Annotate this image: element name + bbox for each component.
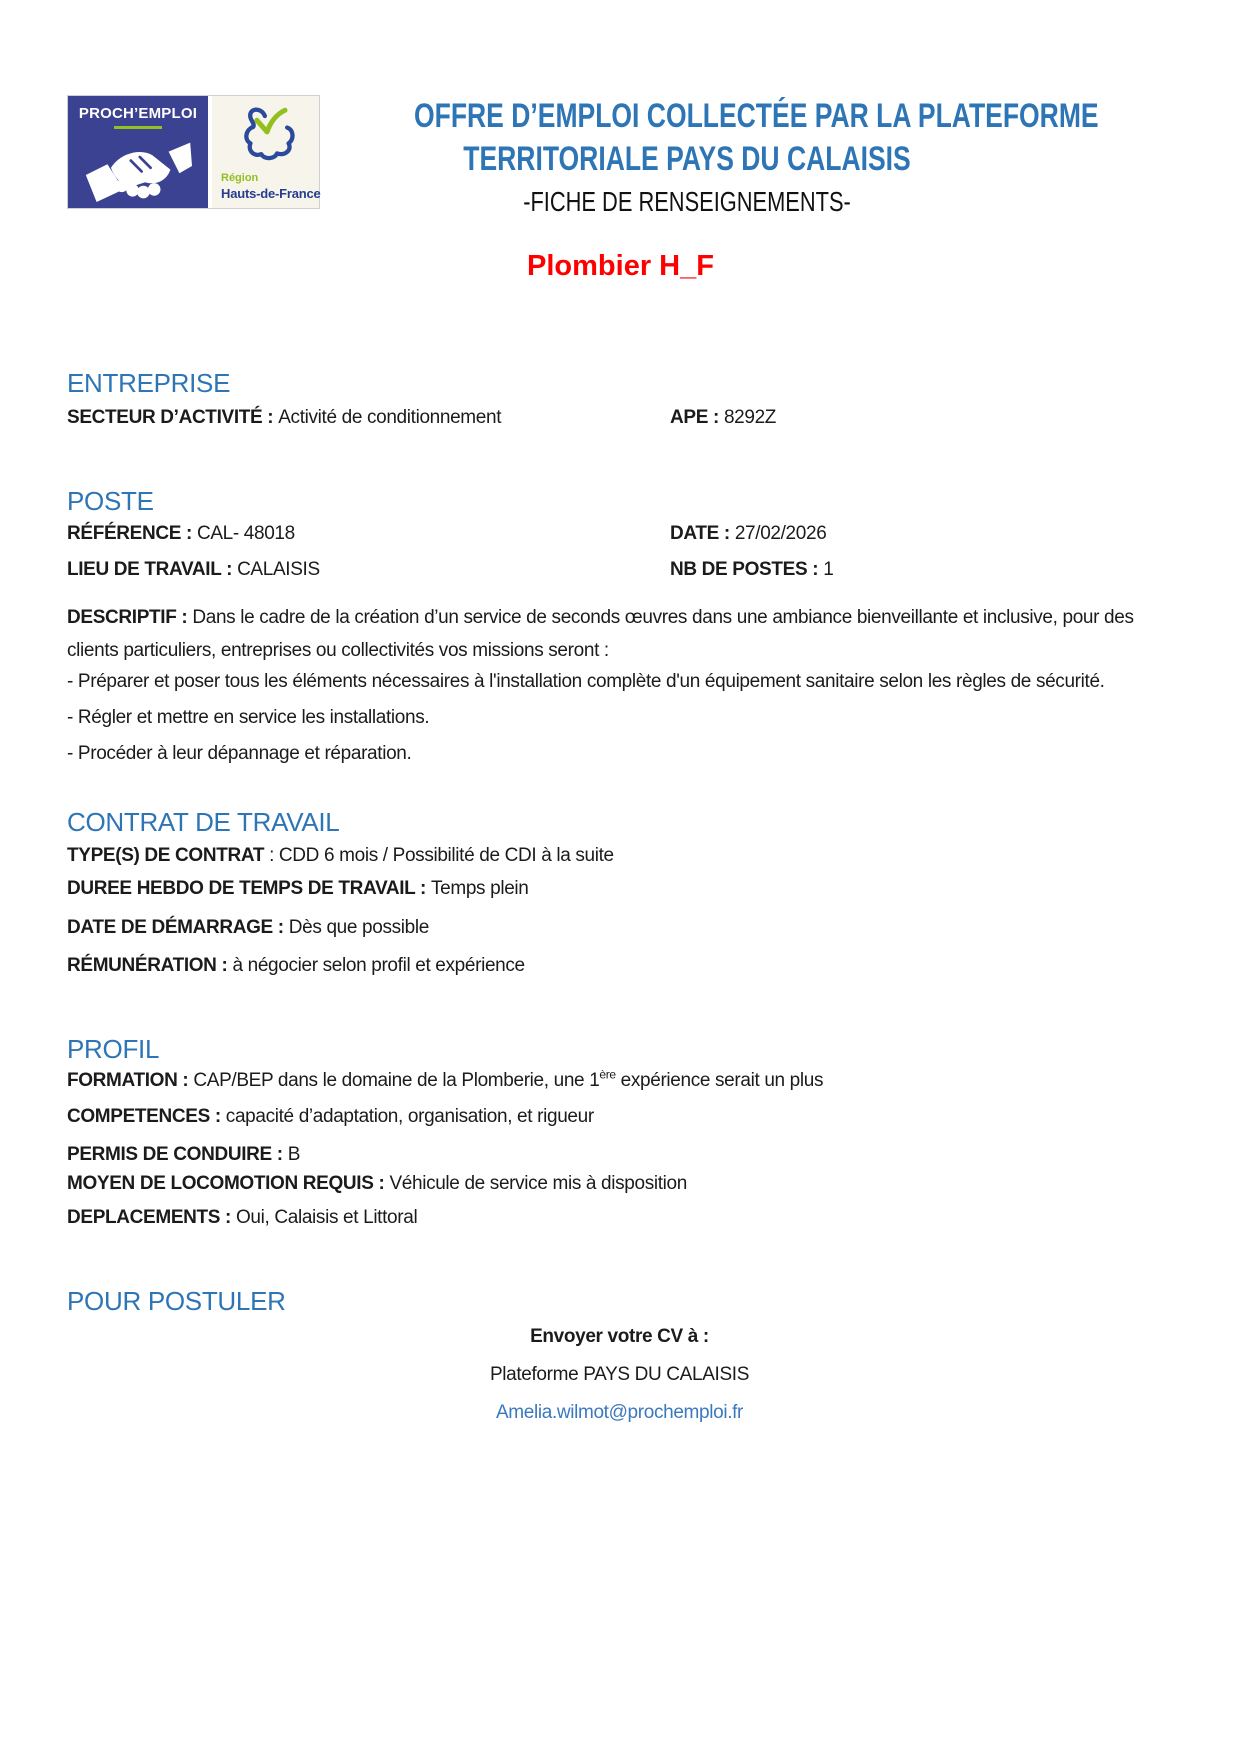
- region-label: Région: [221, 172, 259, 184]
- nb-postes-field: [670, 557, 1172, 583]
- lieu-field: [67, 557, 670, 583]
- reference-value: CAL- 48018: [196, 523, 295, 545]
- section-heading-poste: POSTE: [67, 486, 154, 517]
- mission-bullet-2: - Régler et mettre en service les installations.: [67, 707, 430, 729]
- formation-value: CAP/BEP dans le domaine de la Plomberie, une 1: [193, 1070, 600, 1092]
- date-demarrage-value: Dès que possible: [288, 917, 429, 939]
- formation-label: FORMATION :: [67, 1070, 189, 1092]
- mission-bullet-1: - Préparer et poser tous les éléments nécessaires à l'installation complète d'un équipement sanitaire selon les règles de sécurité.: [67, 671, 1105, 693]
- document-body: [0, 368, 1241, 1426]
- contact-email-link[interactable]: Amelia.wilmot@prochemploi.fr: [495, 1402, 744, 1424]
- duree-hebdo-value: Temps plein: [430, 878, 529, 900]
- send-cv-line: Envoyer votre CV à :: [530, 1326, 709, 1348]
- permis-field: [67, 1141, 1172, 1168]
- reference-field: [67, 521, 670, 547]
- descriptif-label: DESCRIPTIF :: [67, 607, 188, 629]
- poste-row-2: [67, 557, 1172, 583]
- locomotion-field: [67, 1170, 1172, 1197]
- permis-value: B: [287, 1144, 301, 1166]
- locomotion-label: MOYEN DE LOCOMOTION REQUIS :: [67, 1173, 385, 1195]
- descriptif-text: Dans le cadre de la création d’un service de seconds œuvres dans une ambiance bienveillante et inclusive, pour des clients particuliers, entreprises ou collectivités vos missions seront :: [67, 607, 1134, 662]
- main-title-line2: TERRITORIALE PAYS DU CALAISIS: [463, 139, 911, 178]
- date-value: 27/02/2026: [734, 523, 827, 545]
- competences-value: capacité d’adaptation, organisation, et rigueur: [225, 1106, 594, 1128]
- region-name: Hauts-de-France: [221, 186, 321, 201]
- ape-label: APE :: [670, 407, 719, 429]
- section-heading-contrat: CONTRAT DE TRAVAIL: [67, 807, 340, 838]
- date-demarrage-label: DATE DE DÉMARRAGE :: [67, 917, 284, 939]
- subtitle: -FICHE DE RENSEIGNEMENTS-: [523, 186, 851, 217]
- section-heading-pour-postuler: POUR POSTULER: [67, 1286, 286, 1317]
- remuneration-field: [67, 952, 1172, 979]
- secteur-label: SECTEUR D’ACTIVITÉ :: [67, 407, 274, 429]
- lieu-label: LIEU DE TRAVAIL :: [67, 559, 233, 581]
- secteur-value: Activité de conditionnement: [278, 407, 502, 429]
- descriptif-paragraph: [67, 601, 1172, 667]
- permis-label: PERMIS DE CONDUIRE :: [67, 1144, 283, 1166]
- formation-superscript: ère: [599, 1068, 616, 1083]
- region-hauts-de-france-logo: [208, 96, 319, 208]
- plateforme-line: Plateforme PAYS DU CALAISIS: [489, 1364, 750, 1386]
- remuneration-label: RÉMUNÉRATION :: [67, 955, 228, 977]
- job-title: Plombier H_F: [527, 250, 714, 283]
- secteur-field: [67, 405, 670, 431]
- ape-field: [670, 405, 1172, 431]
- reference-label: RÉFÉRENCE :: [67, 523, 192, 545]
- section-heading-profil: PROFIL: [67, 1034, 160, 1065]
- nb-postes-value: 1: [823, 559, 834, 581]
- prochemploi-logo: [67, 95, 320, 209]
- competences-label: COMPETENCES :: [67, 1106, 221, 1128]
- entreprise-row: [67, 405, 1172, 431]
- poste-row-1: [67, 521, 1172, 547]
- mission-bullet-3: - Procéder à leur dépannage et réparation.: [67, 743, 412, 765]
- deplacements-field: [67, 1204, 1172, 1231]
- deplacements-label: DEPLACEMENTS :: [67, 1207, 231, 1229]
- remuneration-value: à négocier selon profil et expérience: [232, 955, 525, 977]
- competences-field: [67, 1103, 1172, 1130]
- formation-field: [67, 1067, 1172, 1094]
- duree-hebdo-field: [67, 875, 1172, 902]
- type-contrat-value: : CDD 6 mois / Possibilité de CDI à la suite: [269, 845, 614, 867]
- document-header: [0, 0, 1241, 220]
- date-field: [670, 521, 1172, 547]
- main-title-line1: OFFRE D’EMPLOI COLLECTÉE PAR LA PLATEFORME: [414, 97, 1099, 135]
- section-heading-entreprise: ENTREPRISE: [67, 368, 231, 399]
- title-block: [337, 95, 1099, 220]
- type-contrat-label: TYPE(S) DE CONTRAT: [67, 845, 265, 867]
- handshake-icon: [80, 130, 196, 207]
- prochemploi-logo-panel: [68, 96, 208, 208]
- brand-underline: [114, 126, 162, 129]
- deplacements-value: Oui, Calaisis et Littoral: [236, 1207, 418, 1229]
- france-map-icon: [228, 98, 306, 175]
- date-demarrage-field: [67, 914, 1172, 941]
- date-label: DATE :: [670, 523, 730, 545]
- locomotion-value: Véhicule de service mis à disposition: [389, 1173, 687, 1195]
- type-contrat-field: [67, 842, 1172, 869]
- ape-value: 8292Z: [723, 407, 777, 429]
- prochemploi-brand-text: PROCH’EMPLOI: [78, 105, 198, 122]
- nb-postes-label: NB DE POSTES :: [670, 559, 819, 581]
- duree-hebdo-label: DUREE HEBDO DE TEMPS DE TRAVAIL :: [67, 878, 426, 900]
- lieu-value: CALAISIS: [237, 559, 320, 581]
- formation-value-end: expérience serait un plus: [615, 1070, 824, 1092]
